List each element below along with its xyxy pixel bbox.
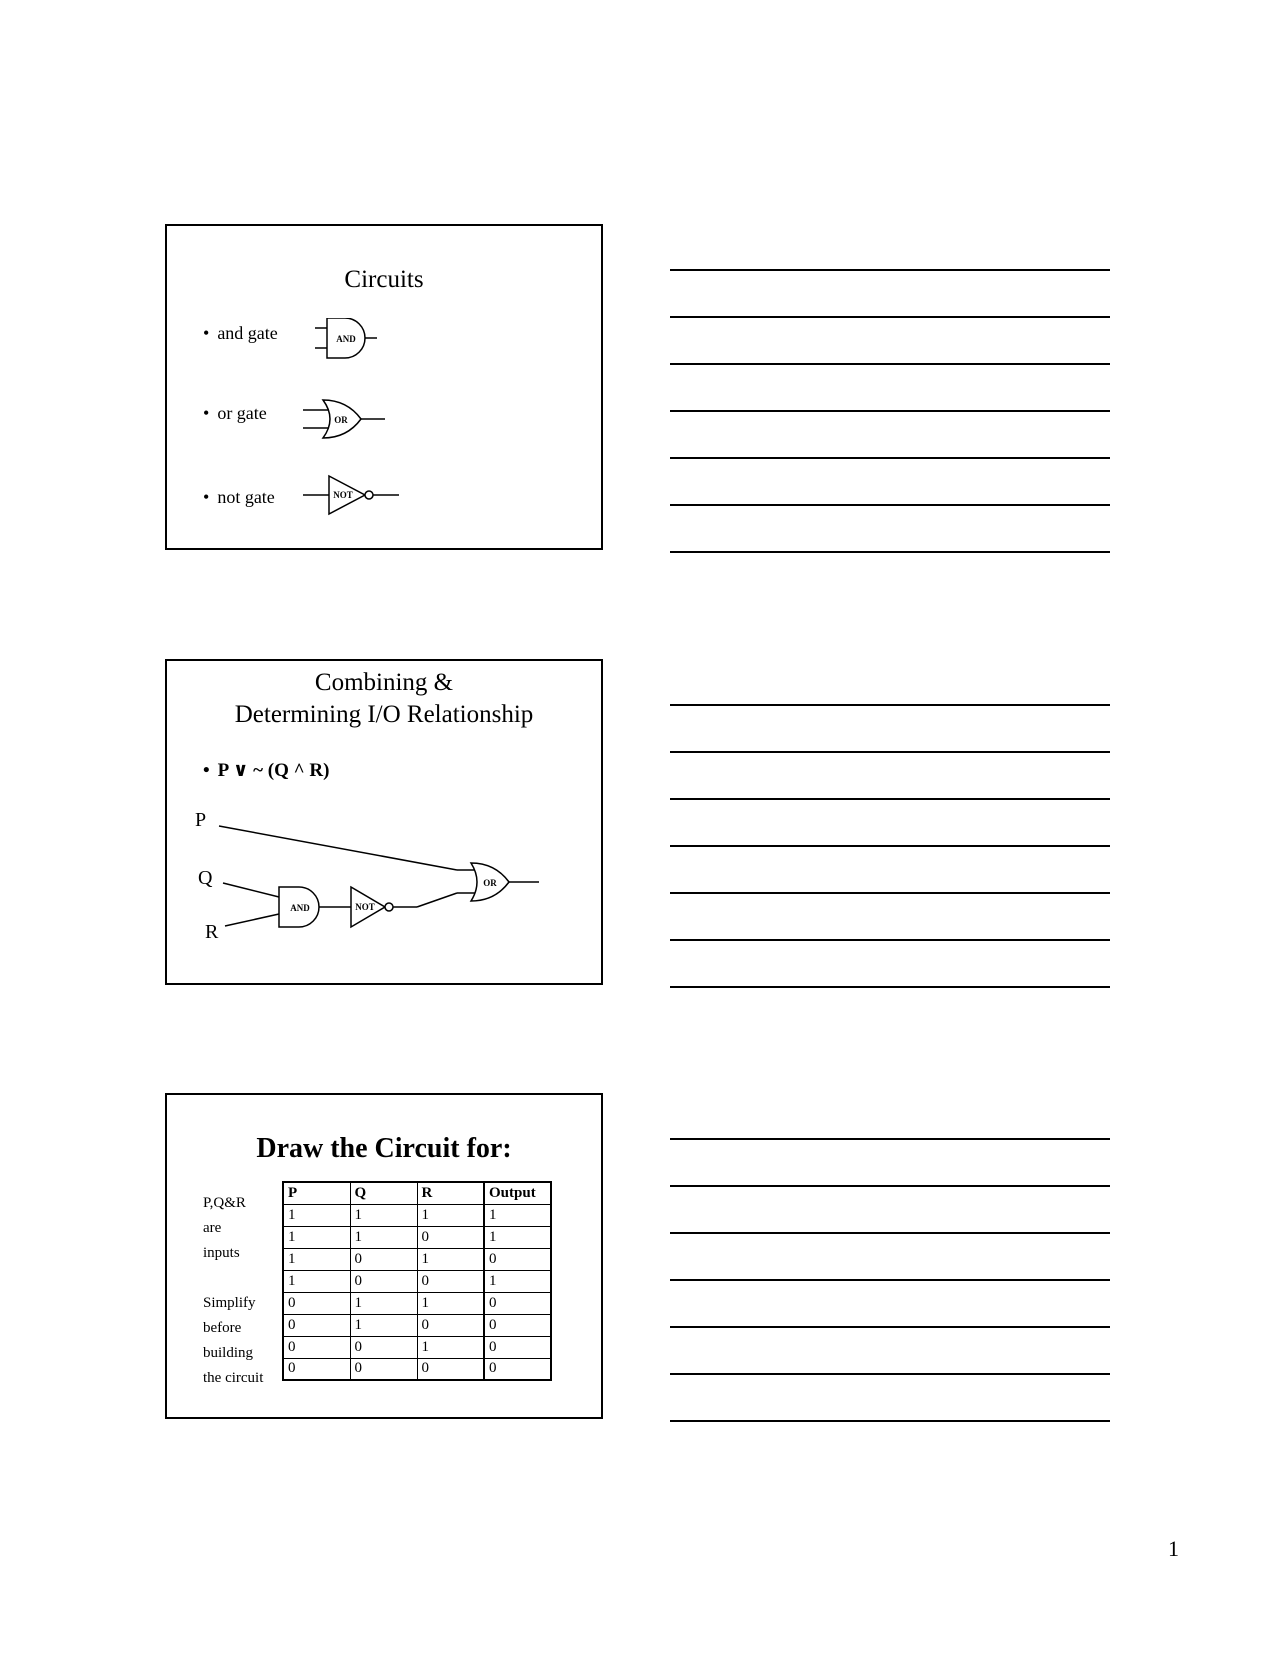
input-label-p: P [195,809,207,831]
gate-label: OR [334,415,348,425]
or-gate-icon [303,398,393,444]
slide-draw-circuit [165,1093,603,1419]
table-row [283,1248,551,1270]
bullet-label: not gate [217,487,275,507]
table-cell: 1 [350,1226,417,1248]
table-cell: 0 [484,1292,551,1314]
table-cell: 0 [350,1336,417,1358]
side-line: Simplify [203,1295,256,1311]
table-cell: 1 [484,1204,551,1226]
slide-title-line2: Determining I/O Relationship [234,701,534,728]
wire-p [219,826,457,870]
table-cell: 1 [350,1204,417,1226]
table-cell: 1 [283,1204,350,1226]
note-line [670,939,1110,941]
truth-table [282,1181,552,1381]
table-cell: 0 [417,1358,484,1380]
table-row [283,1204,551,1226]
side-instructions [203,1191,263,1391]
table-cell: 0 [283,1292,350,1314]
note-line [670,504,1110,506]
input-label-r: R [205,921,219,943]
expression-text: P ∨ ~ (Q ^ R) [217,760,330,781]
note-line [670,1326,1110,1328]
table-cell: 0 [484,1314,551,1336]
table-cell: 1 [283,1226,350,1248]
side-line: before [203,1320,242,1336]
gate-label: NOT [333,490,353,500]
table-cell: 0 [484,1358,551,1380]
note-line [670,363,1110,365]
header-output: Output [484,1182,551,1204]
slide-title: Draw the Circuit for: [256,1133,512,1164]
table-cell: 1 [350,1292,417,1314]
table-cell: 0 [417,1270,484,1292]
header-p: P [283,1182,350,1204]
bullet-dot: • [203,487,210,507]
bullet-label: or gate [217,403,267,423]
side-line: are [203,1220,222,1236]
header-q: Q [350,1182,417,1204]
table-cell: 1 [417,1292,484,1314]
table-cell: 1 [350,1314,417,1336]
note-line [670,751,1110,753]
note-line [670,1373,1110,1375]
bullet-label: and gate [217,323,278,343]
table-row [283,1358,551,1380]
table-cell: 1 [417,1248,484,1270]
bullet-not-gate [203,487,275,508]
table-cell: 0 [417,1226,484,1248]
table-row [283,1270,551,1292]
note-line [670,269,1110,271]
slide-title-line1: Combining & [314,669,454,696]
note-line [670,1232,1110,1234]
table-cell: 0 [350,1248,417,1270]
combined-circuit-diagram [167,661,601,983]
note-line [670,798,1110,800]
note-line [670,845,1110,847]
table-row [283,1336,551,1358]
table-cell: 1 [484,1226,551,1248]
side-line: inputs [203,1245,240,1261]
side-line: the circuit [203,1370,264,1386]
table-cell: 0 [283,1336,350,1358]
slide-title: Circuits [344,266,424,293]
bullet-or-gate [203,403,267,424]
table-cell: 0 [350,1270,417,1292]
table-row [283,1226,551,1248]
table-row [283,1292,551,1314]
svg-text:AND: AND [290,903,310,913]
table-cell: 0 [283,1358,350,1380]
table-cell: 1 [283,1270,350,1292]
wire-q [223,883,279,897]
table-cell: 0 [350,1358,417,1380]
side-line: building [203,1345,254,1361]
bullet-dot: • [203,403,210,423]
note-line [670,1185,1110,1187]
note-line [670,1138,1110,1140]
side-line [203,1266,263,1291]
note-line [670,1420,1110,1422]
note-line [670,316,1110,318]
note-line [670,1279,1110,1281]
table-header-row [283,1182,551,1204]
table-cell: 0 [417,1314,484,1336]
note-line [670,704,1110,706]
and-gate-icon [279,887,319,927]
note-line [670,892,1110,894]
slide-circuits [165,224,603,550]
note-line [670,410,1110,412]
note-line [670,986,1110,988]
svg-text:OR: OR [483,878,497,888]
table-row [283,1314,551,1336]
slide-combining [165,659,603,985]
not-gate-icon [303,474,403,520]
bullet-and-gate [203,323,278,344]
input-label-q: Q [198,867,213,889]
table-cell: 1 [417,1336,484,1358]
header-r: R [417,1182,484,1204]
bullet-dot: • [203,760,210,781]
gate-label: AND [336,334,356,344]
table-cell: 1 [417,1204,484,1226]
note-line [670,551,1110,553]
table-cell: 0 [484,1336,551,1358]
table-cell: 0 [484,1248,551,1270]
note-line [670,457,1110,459]
not-gate-icon [351,887,393,927]
table-cell: 1 [283,1248,350,1270]
svg-text:NOT: NOT [355,902,375,912]
side-line: P,Q&R [203,1195,246,1211]
wire-r [225,914,279,926]
and-gate-icon [315,318,385,366]
table-cell: 0 [283,1314,350,1336]
bullet-dot: • [203,323,210,343]
table-cell: 1 [484,1270,551,1292]
page-number: 1 [1168,1536,1179,1561]
or-gate-icon [471,863,509,901]
